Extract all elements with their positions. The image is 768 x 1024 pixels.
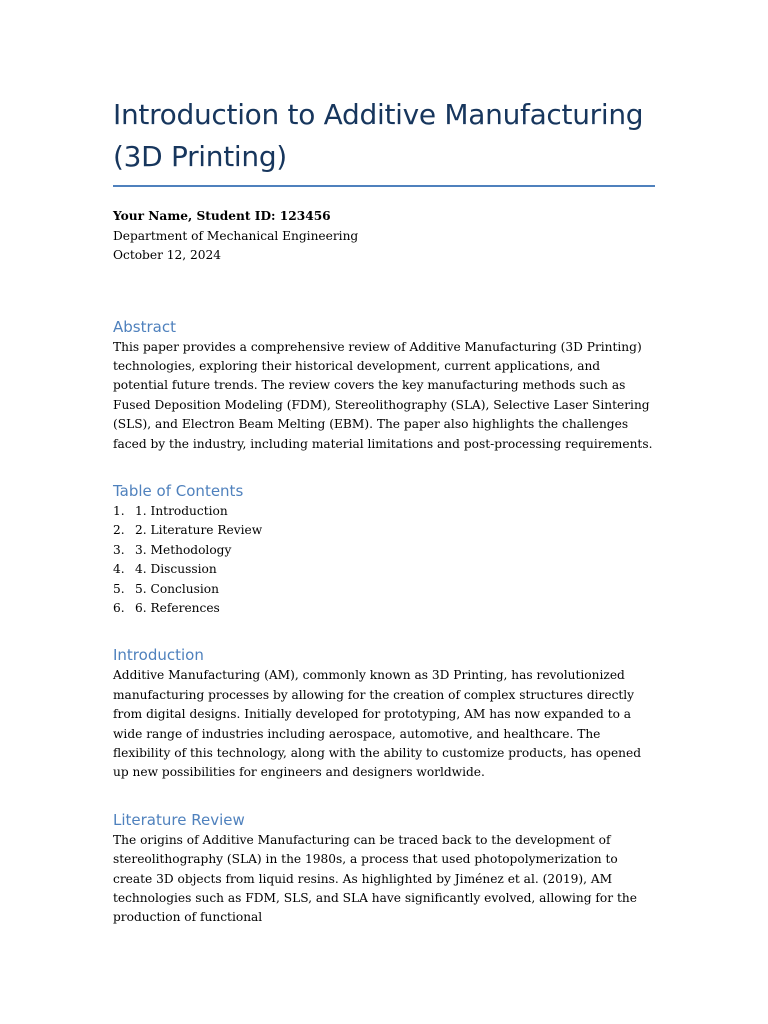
toc-item[interactable] — [113, 502, 655, 521]
author-block — [113, 207, 655, 266]
toc-item-number: 6. — [113, 600, 125, 615]
toc-item-number: 5. — [113, 581, 125, 596]
toc-item-label: 4. Discussion — [135, 562, 217, 577]
toc-item-label: 1. Introduction — [135, 503, 228, 518]
introduction-section — [113, 644, 655, 782]
toc-item[interactable] — [113, 599, 655, 618]
abstract-section — [113, 316, 655, 454]
toc-item-number: 4. — [113, 562, 125, 577]
abstract-heading: Abstract — [113, 317, 176, 336]
literature-review-text: The origins of Additive Manufacturing can be traced back to the development of stereolithography (SLA) in the 1980s, a process that used photopolymerization to create 3D objects from liquid resins. As highlighted by Jiménez et al. (2019), AM technologies such as FDM, SLS, and SLA have significantly evolved, allowing for the production of functional — [113, 832, 637, 925]
document-page — [113, 94, 655, 928]
toc-list — [113, 502, 655, 618]
toc-item-number: 3. — [113, 542, 125, 557]
literature-review-section — [113, 809, 655, 928]
toc-item-label: 3. Methodology — [135, 542, 232, 557]
abstract-text: This paper provides a comprehensive review of Additive Manufacturing (3D Printing) technologies, exploring their historical development, current applications, and potential future trends. The review covers the key manufacturing methods such as Fused Deposition Modeling (FDM), Stereolithography (SLA), Selective Laser Sintering (SLS), and Electron Beam Melting (EBM). The paper also highlights the challenges faced by the industry, including material limitations and post-processing requirements. — [113, 339, 653, 451]
title-underline — [113, 185, 655, 187]
toc-section — [113, 480, 655, 618]
toc-item-number: 2. — [113, 523, 125, 538]
toc-heading: Table of Contents — [113, 481, 244, 500]
literature-review-heading: Literature Review — [113, 810, 245, 829]
toc-item-label: 5. Conclusion — [135, 581, 219, 596]
document-date: October 12, 2024 — [113, 248, 222, 262]
toc-item[interactable] — [113, 580, 655, 599]
toc-item[interactable] — [113, 521, 655, 540]
toc-item-label: 2. Literature Review — [135, 523, 263, 538]
introduction-text: Additive Manufacturing (AM), commonly known as 3D Printing, has revolutionized manufacturing processes by allowing for the creation of complex structures directly from digital designs. Initially developed for prototyping, AM has now expanded to a wide range of industries including aerospace, automotive, and healthcare. The flexibility of this technology, along with the ability to customize products, has opened up new possibilities for engineers and designers worldwide. — [113, 668, 642, 780]
author-name: Your Name, Student ID: 123456 — [113, 209, 331, 223]
document-title: Introduction to Additive Manufacturing (3D Printing) — [113, 98, 644, 173]
introduction-heading: Introduction — [113, 646, 204, 665]
toc-item[interactable] — [113, 560, 655, 579]
toc-item-number: 1. — [113, 503, 125, 518]
author-department: Department of Mechanical Engineering — [113, 228, 359, 243]
toc-item-label: 6. References — [135, 600, 220, 615]
toc-item[interactable] — [113, 541, 655, 560]
